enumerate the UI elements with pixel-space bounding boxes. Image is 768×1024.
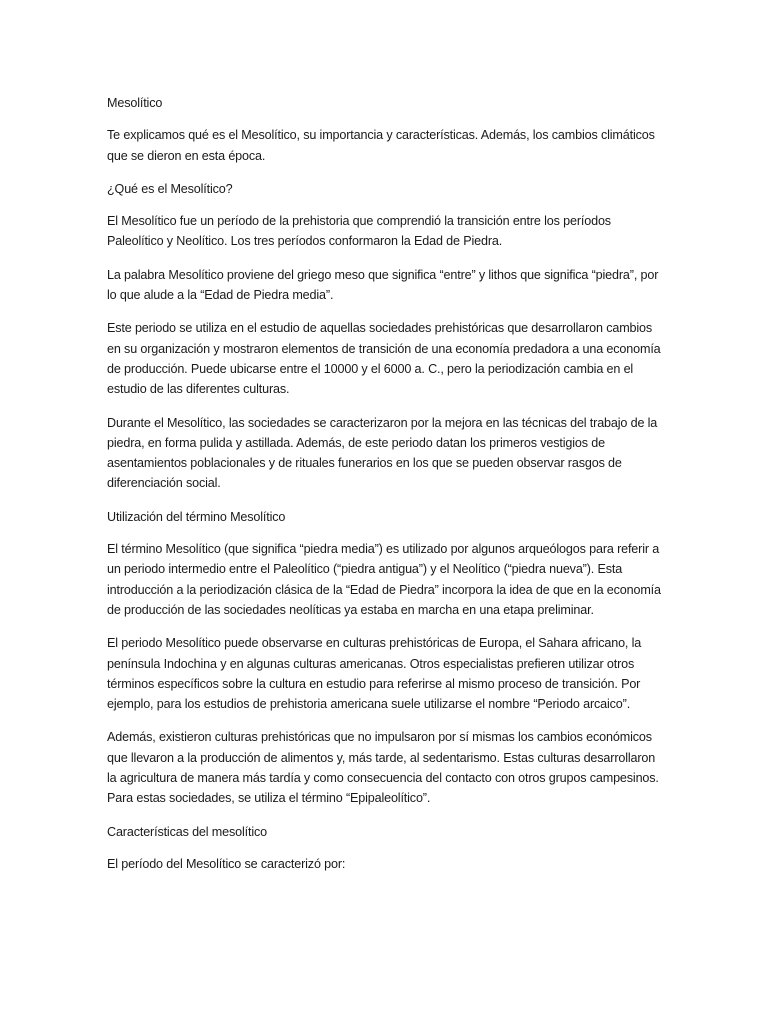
paragraph: El término Mesolítico (que significa “piedra media”) es utilizado por algunos arqueólogos para referir a un periodo intermedio entre el Paleolítico (“piedra antigua”) y el Neolítico (“piedra nueva”). Esta introducción a la periodización clásica de la “Edad de Piedra” incorpora la idea de que en la economía de producción de las sociedades neolíticas ya estaba en marcha en una etapa preliminar. [107, 542, 661, 617]
section-heading-term-usage: Utilización del término Mesolítico [107, 509, 286, 524]
intro-paragraph: Te explicamos qué es el Mesolítico, su importancia y características. Además, los cambios climáticos que se dieron en esta época. [107, 128, 655, 163]
paragraph: Este periodo se utiliza en el estudio de aquellas sociedades prehistóricas que desarrollaron cambios en su organización y mostraron elementos de transición de una economía predadora a una economía de producción. Puede ubicarse entre el 10000 y el 6000 a. C., pero la periodización cambia en el estudio de las diferentes culturas. [107, 321, 661, 397]
paragraph: El Mesolítico fue un período de la prehistoria que comprendió la transición entre los períodos Paleolítico y Neolítico. Los tres períodos conformaron la Edad de Piedra. [107, 214, 611, 249]
paragraph: La palabra Mesolítico proviene del griego meso que significa “entre” y lithos que significa “piedra”, por lo que alude a la “Edad de Piedra media”. [107, 267, 659, 303]
paragraph: El periodo Mesolítico puede observarse en culturas prehistóricas de Europa, el Sahara africano, la península Indochina y en algunas culturas americanas. Otros especialistas prefieren utilizar otros términos específicos sobre la cultura en estudio para referirse al mismo proceso de transición. Por ejemplo, para los estudios de prehistoria americana suele utilizarse el nombre “Periodo arcaico”. [107, 636, 642, 712]
document-body [107, 93, 663, 887]
closing-line: El período del Mesolítico se caracterizó por: [107, 856, 346, 871]
document-title: Mesolítico [107, 96, 163, 110]
paragraph: Además, existieron culturas prehistóricas que no impulsaron por sí mismas los cambios económicos que llevaron a la producción de alimentos y, más tarde, al sedentarismo. Estas culturas desarrollaron la agricultura de manera más tardía y como consecuencia del contacto con otros grupos campesinos. Para estas sociedades, se utiliza el término “Epipaleolítico”. [107, 730, 659, 806]
paragraph: Durante el Mesolítico, las sociedades se caracterizaron por la mejora en las técnicas del trabajo de la piedra, en forma pulida y astillada. Además, de este periodo datan los primeros vestigios de asentamientos poblacionales y de rituales funerarios en los que se pueden observar rasgos de diferenciación social. [107, 415, 658, 491]
section-heading-characteristics: Características del mesolítico [107, 824, 267, 839]
section-heading-what-is: ¿Qué es el Mesolítico? [107, 181, 233, 196]
